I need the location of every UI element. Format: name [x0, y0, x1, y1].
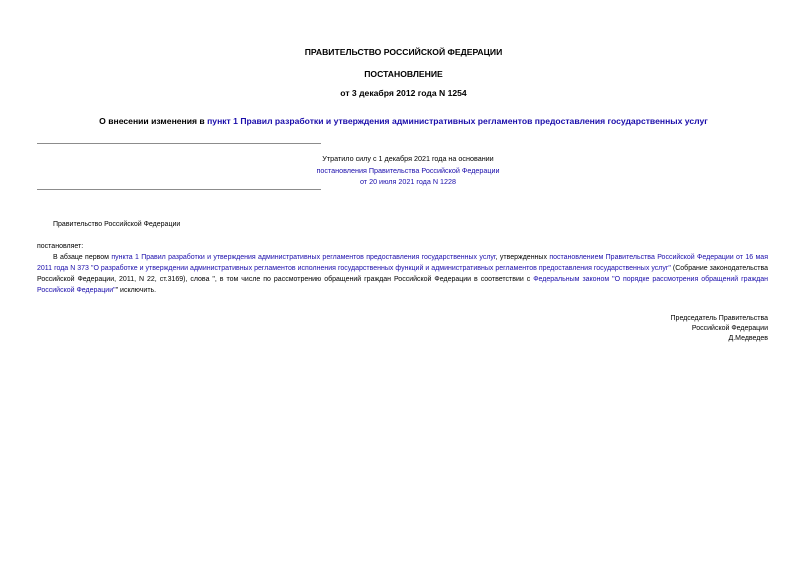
signature-position-2: Российской Федерации — [691, 325, 768, 332]
paragraph-text-3: (Собрание законодательства Российской Федерации, 2011, N 22, ст.3169), слова ", в том числе по рассмотрению обращений граждан Российской Федерации в соответствии с — [37, 265, 768, 283]
signature-name: Д.Медведев — [728, 335, 768, 342]
divider-top — [37, 143, 321, 144]
decrees-label: постановляет: — [37, 243, 84, 250]
document-type: ПОСТАНОВЛЕНИЕ — [364, 69, 443, 79]
document-date-number: от 3 декабря 2012 года N 1254 — [340, 88, 467, 98]
decree-373-link[interactable]: постановлением Правительства Российской Федерации от 16 мая 2011 года N 373 "О разработке и утверждении административных регламентов исполнения государственных функций и административных регламентов предоставления государственных услуг" — [37, 254, 768, 272]
government-heading: ПРАВИТЕЛЬСТВО РОССИЙСКОЙ ФЕДЕРАЦИИ — [304, 47, 503, 57]
paragraph-text-1: В абзаце первом — [53, 254, 112, 261]
repeal-link-date[interactable]: от 20 июля 2021 года N 1228 — [359, 177, 457, 186]
issuer: Правительство Российской Федерации — [53, 221, 181, 228]
rules-link[interactable]: пункта 1 Правил разработки и утверждения административных регламентов предоставления государственных услуг — [111, 254, 496, 261]
divider-bottom — [37, 189, 321, 190]
repeal-note: Утратило силу с 1 декабря 2021 года на основании — [322, 154, 494, 163]
repeal-link-decree[interactable]: постановления Правительства Российской Федерации — [316, 166, 500, 175]
signature-position-1: Председатель Правительства — [670, 315, 768, 322]
decree-paragraph — [37, 252, 768, 296]
title-prefix: О внесении изменения в — [99, 116, 208, 126]
paragraph-text-2: , утвержденных — [495, 254, 550, 261]
document-title — [0, 116, 807, 126]
title-link[interactable]: пункт 1 Правил разработки и утверждения административных регламентов предоставления государственных услуг — [207, 116, 708, 126]
paragraph-text-4: " исключить. — [115, 287, 157, 294]
federal-law-link[interactable]: Федеральным законом "О порядке рассмотрения обращений граждан Российской Федерации" — [37, 276, 768, 294]
